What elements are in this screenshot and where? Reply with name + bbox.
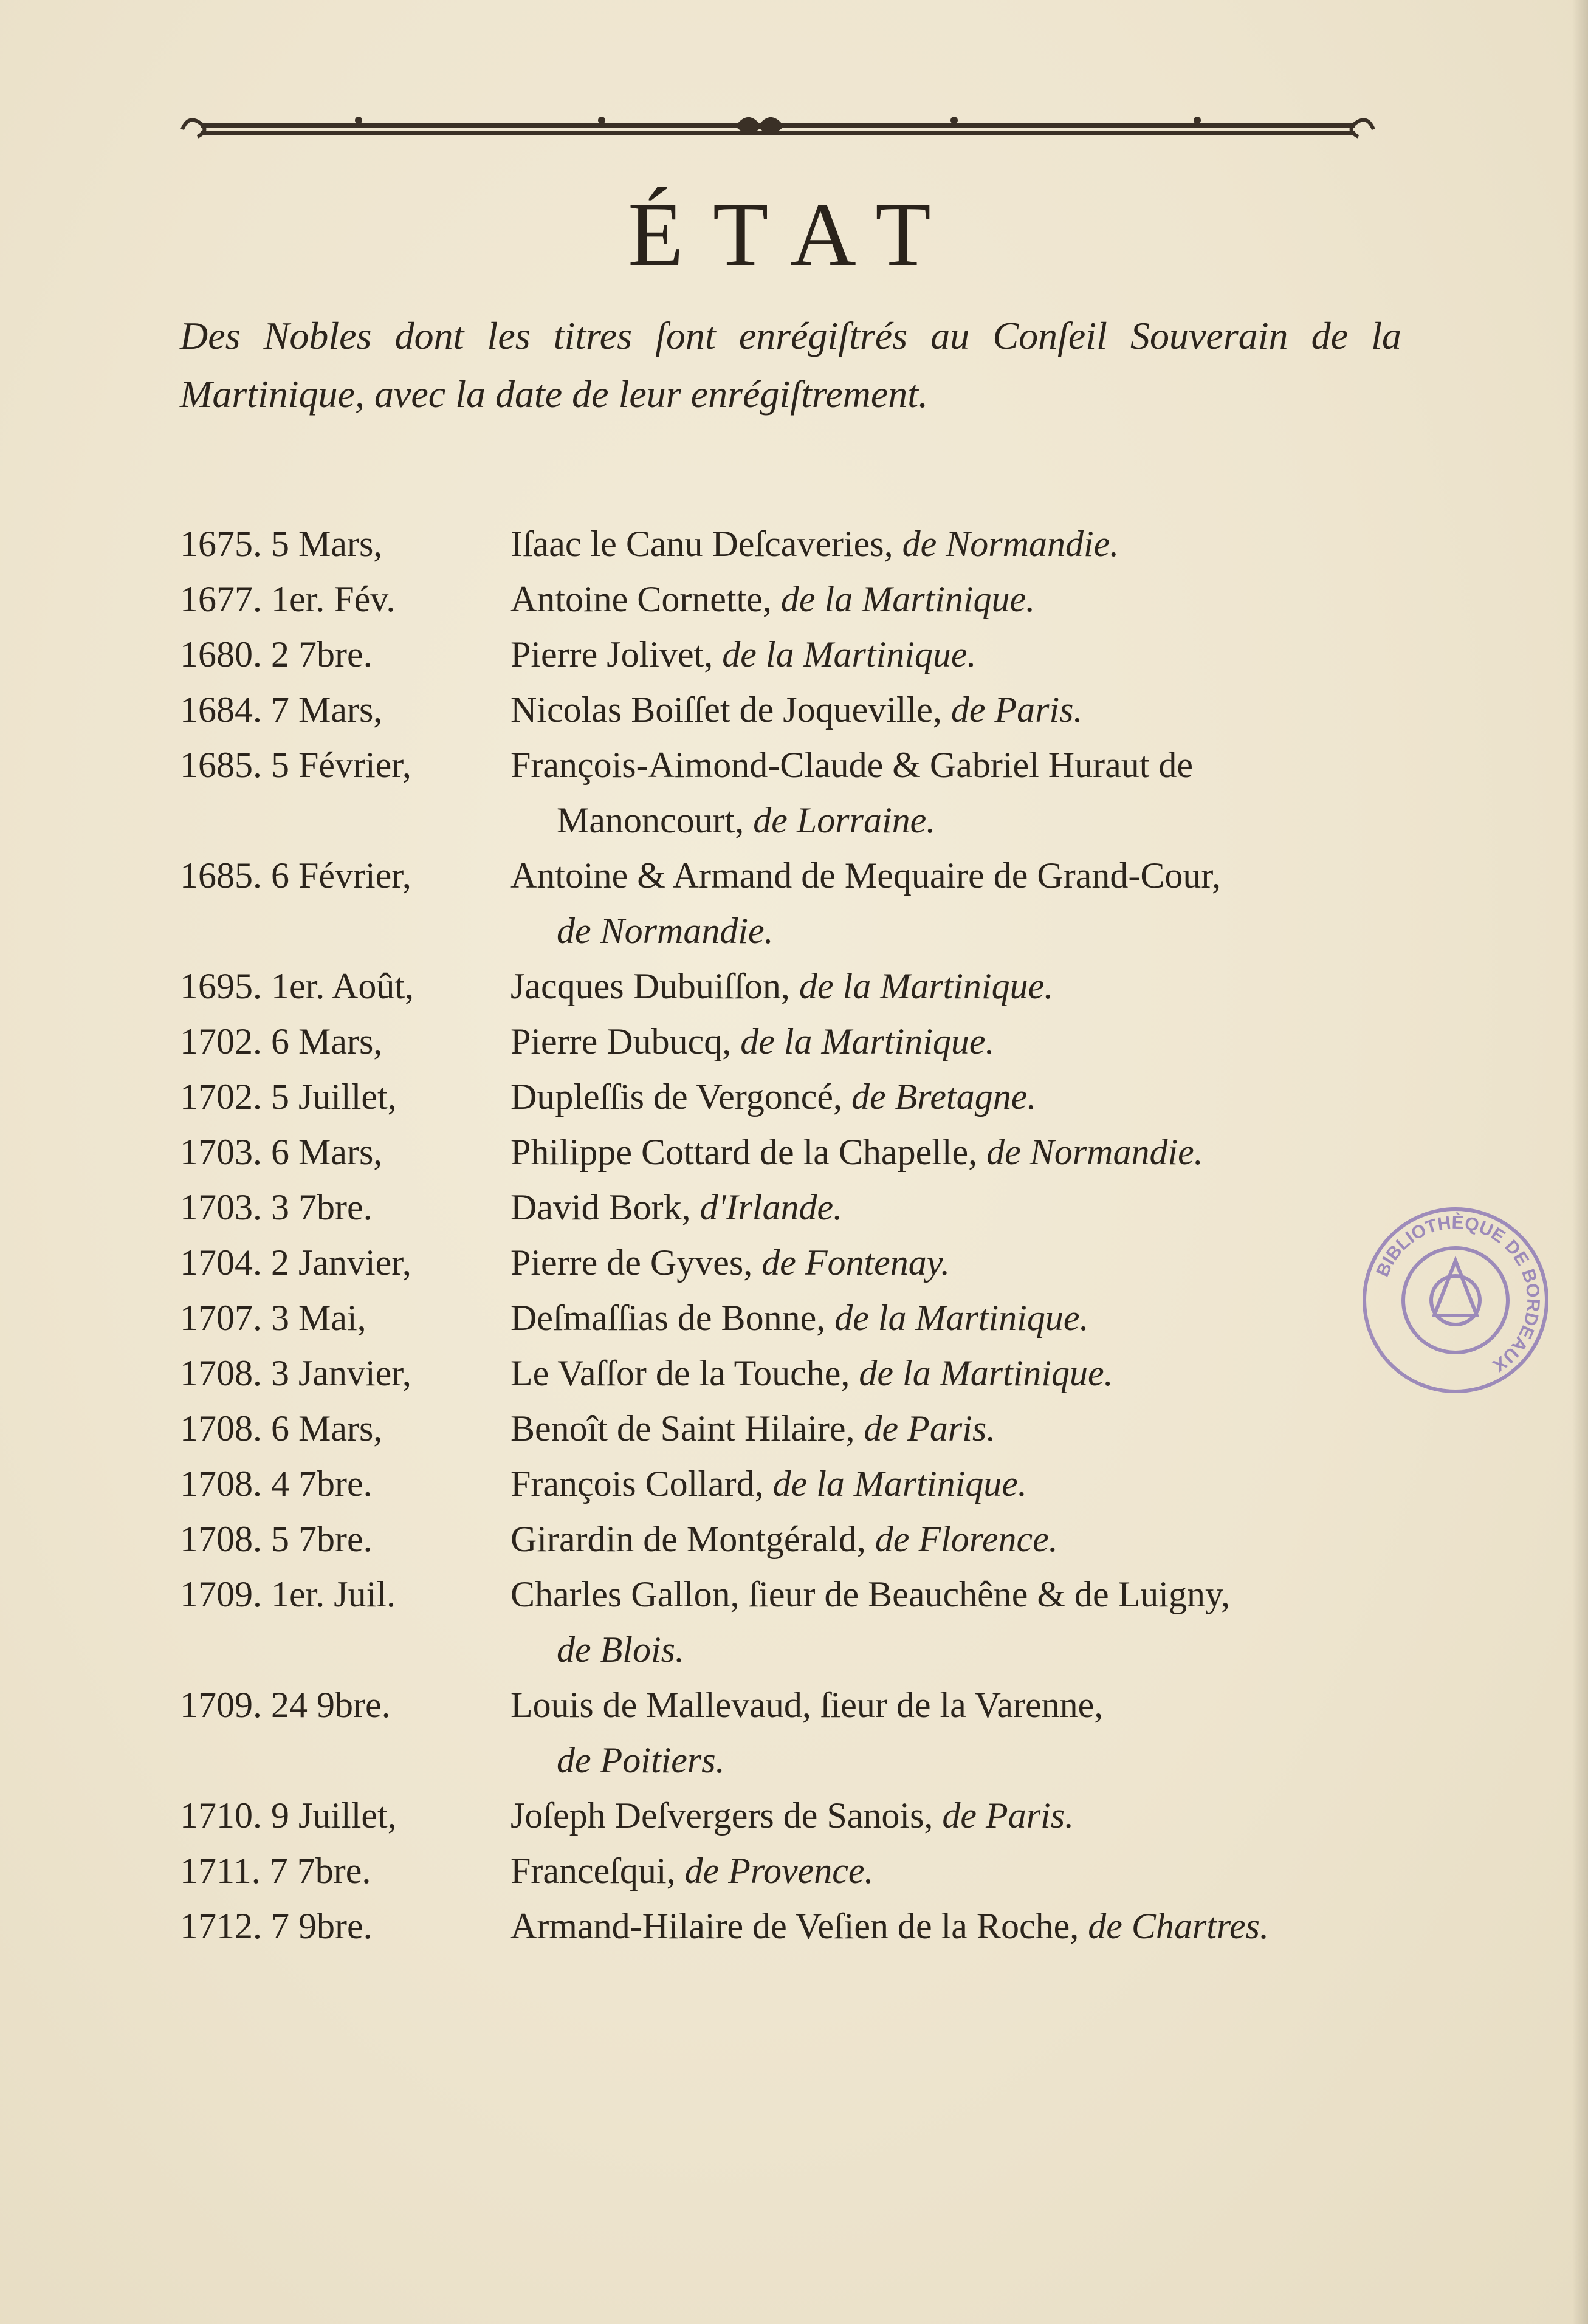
entry-date: 1704. 2 Janvier, bbox=[180, 1243, 411, 1283]
registry-entry-continuation bbox=[180, 793, 1414, 848]
registry-entry bbox=[180, 1456, 1414, 1512]
entry-name: Antoine & Armand de Mequaire de Grand-Cour, bbox=[510, 855, 1221, 896]
entry-place: de Lorraine. bbox=[753, 800, 936, 840]
entry-name: Benoît de Saint Hilaire, bbox=[510, 1408, 855, 1448]
page-title: ÉTAT bbox=[628, 184, 960, 285]
registry-entry bbox=[180, 1788, 1414, 1843]
entry-place: de la Martinique. bbox=[722, 634, 977, 674]
entry-place: de Normandie. bbox=[986, 1132, 1203, 1172]
entry-place: de la Martinique. bbox=[772, 1464, 1027, 1504]
entry-place: de Paris. bbox=[950, 690, 1083, 730]
entry-name: Nicolas Boiſſet de Joqueville, bbox=[510, 690, 942, 730]
registry-entry-continuation bbox=[180, 1733, 1414, 1788]
entry-date: 1685. 5 Février, bbox=[180, 745, 411, 785]
entry-place: de Florence. bbox=[875, 1519, 1058, 1559]
entry-place: de la Martinique. bbox=[740, 1021, 995, 1061]
entry-name: François Collard, bbox=[510, 1464, 764, 1504]
entry-date: 1702. 6 Mars, bbox=[180, 1021, 383, 1061]
entry-place: de Blois. bbox=[557, 1630, 684, 1670]
entry-place: de la Martinique. bbox=[859, 1353, 1113, 1393]
registry-entry bbox=[180, 1899, 1414, 1954]
entry-date: 1702. 5 Juillet, bbox=[180, 1077, 397, 1117]
registry-entry bbox=[180, 959, 1414, 1014]
entry-date: 1711. 7 7bre. bbox=[180, 1851, 371, 1891]
entry-date: 1707. 3 Mai, bbox=[180, 1298, 366, 1338]
entry-name: David Bork, bbox=[510, 1187, 691, 1227]
registry-entry bbox=[180, 848, 1414, 903]
entry-date: 1703. 3 7bre. bbox=[180, 1187, 373, 1227]
entry-date: 1709. 24 9bre. bbox=[180, 1685, 391, 1725]
registry-entry bbox=[180, 1235, 1414, 1291]
registry-entry bbox=[180, 1291, 1414, 1346]
ornamental-rule bbox=[176, 108, 1380, 151]
entry-name: Charles Gallon, ſieur de Beauchêne & de Luigny, bbox=[510, 1574, 1231, 1614]
registry-entry bbox=[180, 1069, 1414, 1125]
registry-entry bbox=[180, 1678, 1414, 1733]
entry-name: Girardin de Montgérald, bbox=[510, 1519, 866, 1559]
entry-name: Iſaac le Canu Deſcaveries, bbox=[510, 524, 893, 564]
registry-entry bbox=[180, 1567, 1414, 1622]
registry-entry bbox=[180, 1125, 1414, 1180]
entry-place: de Paris. bbox=[942, 1795, 1074, 1836]
entry-place: de Normandie. bbox=[902, 524, 1119, 564]
entry-place: de Poitiers. bbox=[557, 1740, 725, 1780]
entry-place: de Normandie. bbox=[557, 911, 774, 951]
registry-entry-continuation bbox=[180, 903, 1414, 959]
entry-name: Pierre Dubucq, bbox=[510, 1021, 732, 1061]
entry-date: 1708. 3 Janvier, bbox=[180, 1353, 411, 1393]
registry-entry bbox=[180, 1180, 1414, 1235]
entry-place: de la Martinique. bbox=[799, 966, 1054, 1006]
entry-date: 1703. 6 Mars, bbox=[180, 1132, 383, 1172]
entry-place: d'Irlande. bbox=[699, 1187, 843, 1227]
registry-entry bbox=[180, 1512, 1414, 1567]
entry-name: François-Aimond-Claude & Gabriel Huraut de bbox=[510, 745, 1194, 785]
registry-entry bbox=[180, 1014, 1414, 1069]
entry-date: 1708. 6 Mars, bbox=[180, 1408, 383, 1448]
registry-list bbox=[180, 516, 1414, 1954]
registry-entry bbox=[180, 1346, 1414, 1401]
entry-name: Armand-Hilaire de Veſien de la Roche, bbox=[510, 1906, 1079, 1946]
entry-name: Manoncourt, bbox=[557, 800, 744, 840]
entry-place: de la Martinique. bbox=[834, 1298, 1089, 1338]
entry-date: 1685. 6 Février, bbox=[180, 855, 411, 896]
entry-date: 1710. 9 Juillet, bbox=[180, 1795, 397, 1836]
entry-date: 1675. 5 Mars, bbox=[180, 524, 383, 564]
entry-name: Pierre Jolivet, bbox=[510, 634, 713, 674]
entry-name: Dupleſſis de Vergoncé, bbox=[510, 1077, 843, 1117]
registry-entry bbox=[180, 627, 1414, 682]
entry-name: Le Vaſſor de la Touche, bbox=[510, 1353, 850, 1393]
registry-entry bbox=[180, 516, 1414, 572]
registry-entry-continuation bbox=[180, 1622, 1414, 1678]
registry-entry bbox=[180, 572, 1414, 627]
entry-date: 1708. 5 7bre. bbox=[180, 1519, 373, 1559]
entry-date: 1684. 7 Mars, bbox=[180, 690, 383, 730]
entry-place: de la Martinique. bbox=[780, 579, 1036, 619]
entry-date: 1708. 4 7bre. bbox=[180, 1464, 373, 1504]
entry-date: 1695. 1er. Août, bbox=[180, 966, 414, 1006]
entry-date: 1680. 2 7bre. bbox=[180, 634, 373, 674]
entry-name: Jacques Dubuiſſon, bbox=[510, 966, 790, 1006]
entry-place: de Paris. bbox=[864, 1408, 996, 1448]
library-stamp bbox=[1355, 1200, 1556, 1400]
entry-name: Franceſqui, bbox=[510, 1851, 676, 1891]
entry-place: de Fontenay. bbox=[761, 1243, 950, 1283]
registry-entry bbox=[180, 682, 1414, 738]
entry-date: 1677. 1er. Fév. bbox=[180, 579, 396, 619]
entry-name: Philippe Cottard de la Chapelle, bbox=[510, 1132, 978, 1172]
stamp-text: BIBLIOTHÈQUE DE BORDEAUX bbox=[1372, 1212, 1544, 1376]
intro-paragraph: Des Nobles dont les titres ſont enrégiſtrés au Conſeil Souverain de la Martinique, avec la date de leur enrégiſtrement. bbox=[180, 314, 1401, 416]
entry-date: 1709. 1er. Juil. bbox=[180, 1574, 396, 1614]
page-edge-shadow bbox=[1572, 0, 1588, 2324]
entry-name: Antoine Cornette, bbox=[510, 579, 772, 619]
entry-name: Joſeph Deſvergers de Sanois, bbox=[510, 1795, 933, 1836]
entry-place: de Provence. bbox=[684, 1851, 874, 1891]
entry-place: de Bretagne. bbox=[851, 1077, 1037, 1117]
registry-entry bbox=[180, 1843, 1414, 1899]
registry-entry bbox=[180, 1401, 1414, 1456]
entry-date: 1712. 7 9bre. bbox=[180, 1906, 373, 1946]
entry-name: Louis de Mallevaud, ſieur de la Varenne, bbox=[510, 1685, 1104, 1725]
entry-name: Pierre de Gyves, bbox=[510, 1243, 753, 1283]
entry-name: Deſmaſſias de Bonne, bbox=[510, 1298, 826, 1338]
entry-place: de Chartres. bbox=[1088, 1906, 1269, 1946]
registry-entry bbox=[180, 738, 1414, 793]
